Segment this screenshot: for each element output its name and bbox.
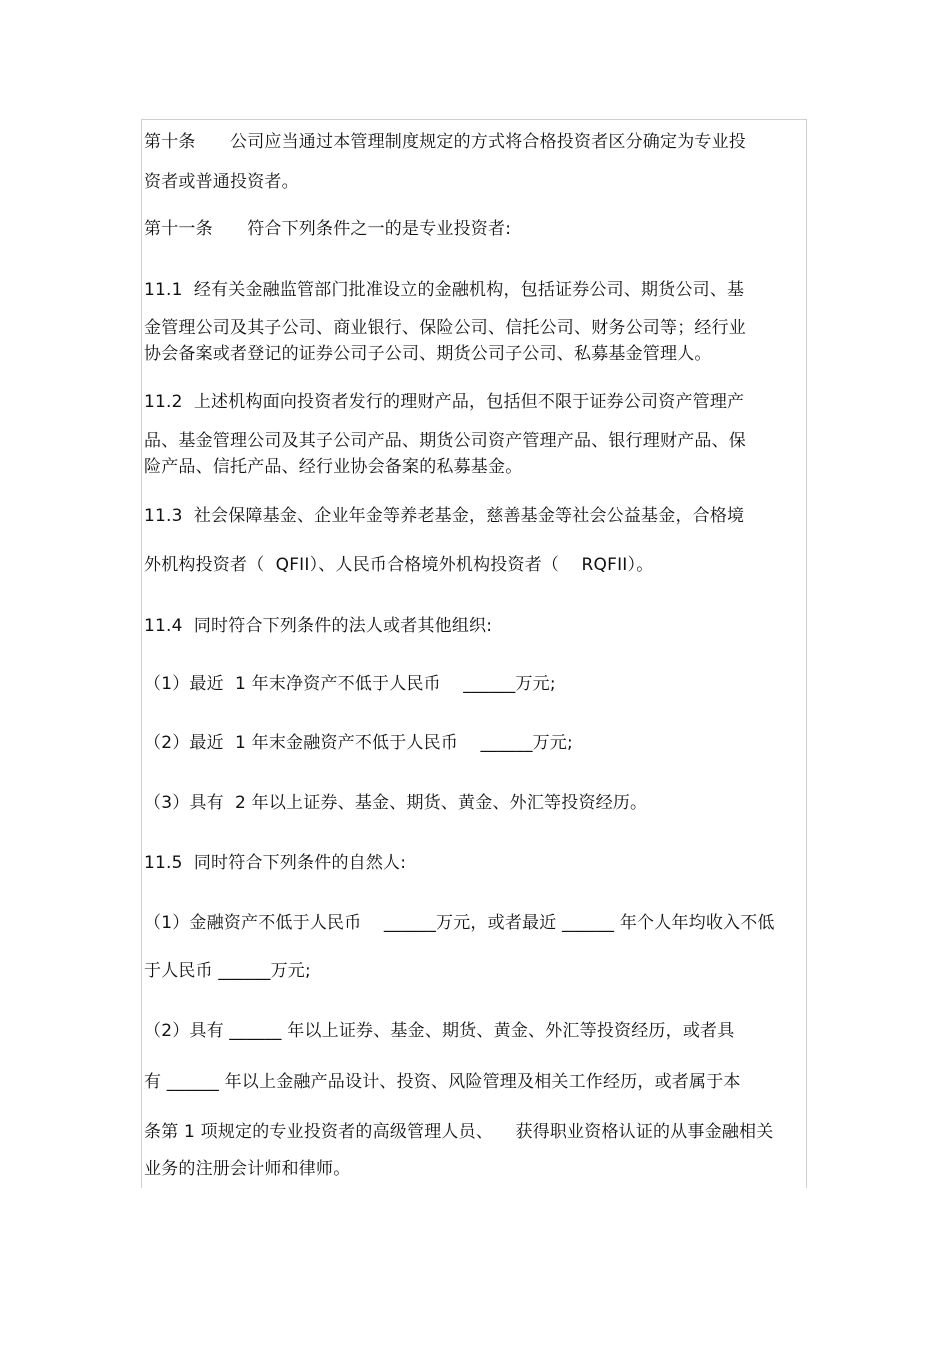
clause-11-4-item-1: （1）最近 1 年末净资产不低于人民币 ______万元;: [144, 674, 556, 694]
clause-11-2-line-1: 11.2 上述机构面向投资者发行的理财产品，包括但不限于证券公司资产管理产: [144, 392, 745, 412]
clause-11-1-line-3: 协会备案或者登记的证券公司子公司、期货公司子公司、私募基金管理人。: [144, 344, 712, 364]
clause-11-5-item-2-line-1: （2）具有 ______ 年以上证券、基金、期货、黄金、外汇等投资经历，或者具: [144, 1021, 735, 1041]
frame-top-border: [141, 119, 807, 120]
clause-11-2-line-2: 品、基金管理公司及其子公司产品、期货公司资产管理产品、银行理财产品、保: [144, 431, 746, 451]
clause-11-4-heading: 11.4 同时符合下列条件的法人或者其他组织:: [144, 616, 493, 636]
clause-11-5-item-1-line-1: （1）金融资产不低于人民币 ______万元，或者最近 ______ 年个人年均收入不低: [144, 913, 775, 933]
clause-11-5-heading: 11.5 同时符合下列条件的自然人:: [144, 853, 407, 873]
clause-11-3-line-1: 11.3 社会保障基金、企业年金等养老基金，慈善基金等社会公益基金，合格境: [144, 506, 745, 526]
clause-11-4-item-3: （3）具有 2 年以上证券、基金、期货、黄金、外汇等投资经历。: [144, 793, 648, 813]
clause-11-5-item-2-line-2: 有 ______ 年以上金融产品设计、投资、风险管理及相关工作经历，或者属于本: [144, 1072, 741, 1092]
clause-11-2-line-3: 险产品、信托产品、经行业协会备案的私募基金。: [144, 457, 523, 477]
clause-11-5-item-2-line-3: 条第 1 项规定的专业投资者的高级管理人员、 获得职业资格认证的从事金融相关: [144, 1122, 774, 1142]
clause-11-4-item-2: （2）最近 1 年末金融资产不低于人民币 ______万元;: [144, 733, 573, 753]
article-11-heading: 第十一条 符合下列条件之一的是专业投资者:: [144, 219, 512, 239]
article-10-line-1: 第十条 公司应当通过本管理制度规定的方式将合格投资者区分确定为专业投: [144, 132, 746, 152]
clause-11-3-line-2: 外机构投资者（ QFII）、人民币合格境外机构投资者（ RQFII）。: [144, 555, 654, 575]
clause-11-5-item-1-line-2: 于人民币 ______万元;: [144, 961, 311, 981]
clause-11-1-line-2: 金管理公司及其子公司、商业银行、保险公司、信托公司、财务公司等；经行业: [144, 318, 746, 338]
frame-right-border: [806, 119, 807, 1188]
article-10-line-2: 资者或普通投资者。: [144, 172, 299, 192]
clause-11-1-line-1: 11.1 经有关金融监管部门批准设立的金融机构，包括证券公司、期货公司、基: [144, 280, 745, 300]
frame-left-border: [141, 119, 142, 1188]
clause-11-5-item-2-line-4: 业务的注册会计师和律师。: [144, 1159, 351, 1179]
